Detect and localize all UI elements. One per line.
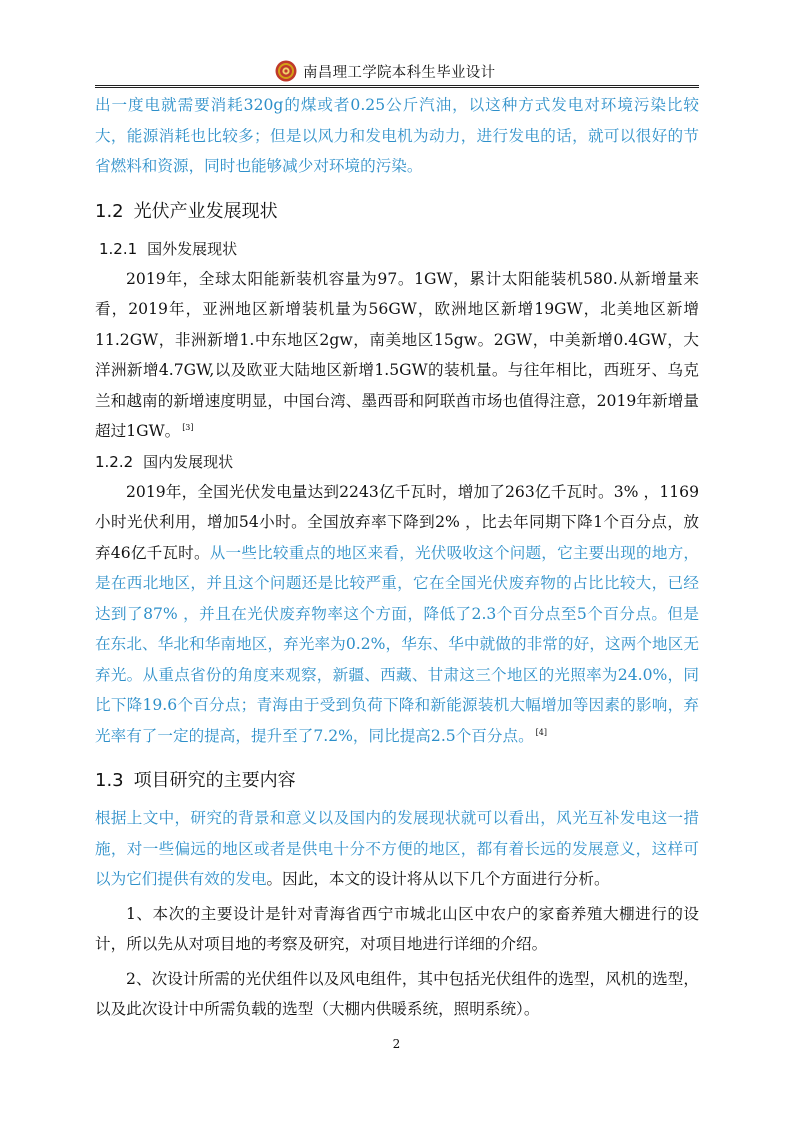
list-item-2: 2、次设计所需的光伏组件以及风电组件，其中包括光伏组件的选型，风机的选型，以及此次设计中所需负载的选型（大棚内供暖系统，照明系统）。 [95,969,699,1018]
subsection-heading-1-2-1 [95,234,699,264]
paragraph-text-black: 2019年，全国光伏发电量达到2243亿千瓦时，增加了263亿千瓦时。3% ，1169小时光伏利用，增加54小时。全国放弃率下降到2% ，比去年同期下降1个百分点，放弃46亿千瓦时。 [95,482,699,562]
paragraph-text-black: 。因此，本文的设计将从以下几个方面进行分析。 [266,870,610,888]
list-item-1: 1、本次的主要设计是针对青海省西宁市城北山区中农户的家畜养殖大棚进行的设计，所以先从对项目地的考察及研究，对项目地进行详细的介绍。 [95,904,699,953]
paragraph-text-blue: 根据上文中，研究的背景和意义以及国内的发展现状就可以看出，风光互补发电这一措施，对一些偏远的地区或者是供电十分不方便的地区，都有着长远的发展意义，这样可以为它们提供有效的发电 [95,809,699,888]
header-rule-double [95,87,699,88]
subsection-number: 1.2.2 [95,452,134,471]
header-title: 南昌理工学院本科生毕业设计 [303,65,496,81]
section-title: 项目研究的主要内容 [133,770,296,791]
subsection-heading-1-2-2 [95,447,699,477]
section-heading-1-2 [95,196,699,228]
section-number: 1.3 [95,770,124,791]
citation-3: [3] [182,423,194,432]
paragraph-intro: 出一度电就需要消耗320g的煤或者0.25公斤汽油，以这种方式发电对环境污染比较大，能源消耗也比较多；但是以风力和发电机为动力，进行发电的话，就可以很好的节省燃料和资源，同时也能够减少对环境的污染。 [95,96,699,175]
paragraph-research-content [95,803,699,895]
section-title: 光伏产业发展现状 [133,200,278,222]
subsection-number: 1.2.1 [99,239,138,258]
paragraph-foreign-development [95,264,699,447]
section-number: 1.2 [95,200,124,222]
header-rule [95,85,699,86]
subsection-title: 国内发展现状 [143,452,234,471]
page-header [95,58,699,84]
section-heading-1-3 [95,765,699,797]
paragraph-text-blue: 从一些比较重点的地区来看，光伏吸收这个问题，它主要出现的地方，是在西北地区，并且这个问题还是比较严重，它在全国光伏废弃物的占比比较大，已经达到了87% ，并且在光伏废弃物率这个方面，降低了2.3个百分点至5个百分点。但是在东北、华北和华南地区，弃光率为0.2%，华东、华中就做的非常的好，这两个地区无弃光。从重点省份的角度来观察，新疆、西藏、甘肃这三个地区的光照率为24.0%，同比下降19.6个百分点；青海由于受到负荷下降和新能源装机大幅增加等因素的影响，弃光率有了一定的提高，提升至了7.2%，同比提高2.5个百分点。 [95,543,699,745]
subsection-title: 国外发展现状 [147,239,238,258]
page-content [95,90,699,1025]
paragraph-domestic-development [95,477,699,752]
page-number: 2 [392,1037,401,1051]
paragraph-text: 2019年，全球太阳能新装机容量为97。1GW，累计太阳能装机580.从新增量来看，2019年，亚洲地区新增装机量为56GW，欧洲地区新增19GW，北美地区新增11.2GW，非洲新增1.中东地区2gw，南美地区15gw。2GW，中美新增0.4GW，大洋洲新增4.7GW,以及欧亚大陆地区新增1.5GW的装机量。与往年相比，西班牙、乌克兰和越南的新增速度明显，中国台湾、墨西哥和阿联酋市场也值得注意，2019年新增量超过1GW。 [95,269,699,440]
university-seal-icon [275,60,297,82]
citation-4: [4] [535,727,548,737]
